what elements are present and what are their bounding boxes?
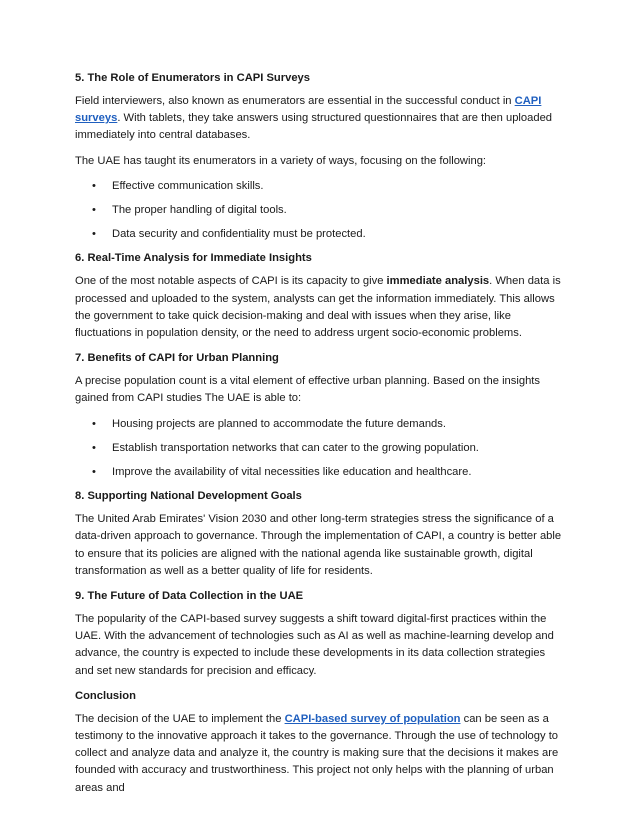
document-body — [75, 70, 565, 805]
section-heading: 8. Supporting National Development Goals — [75, 490, 302, 503]
paragraph: The UAE has taught its enumerators in a variety of ways, focusing on the following: — [75, 154, 487, 167]
section-heading: 6. Real-Time Analysis for Immediate Insights — [75, 252, 312, 265]
capi-surveys-link[interactable]: CAPI surveys — [75, 95, 542, 125]
list-item — [75, 416, 565, 433]
bullet-icon: • — [92, 228, 96, 241]
paragraph — [75, 93, 565, 145]
bullet-icon: • — [92, 179, 96, 192]
list-item — [75, 464, 565, 481]
section-national-goals — [75, 488, 565, 580]
list-item — [75, 178, 565, 195]
paragraph-text: . With tablets, they take answers using structured questionnaires that are then uploaded immediately into central databases. — [75, 112, 553, 142]
paragraph: A precise population count is a vital element of effective urban planning. Based on the insights gained from CAPI studies The UAE is able to: — [75, 375, 540, 405]
bullet-icon: • — [92, 441, 96, 454]
paragraph: The United Arab Emirates' Vision 2030 and other long-term strategies stress the significance of a data-driven approach to governance. Through the implementation of CAPI, a country is better able to ensure that its policies are aligned with the national agenda like sustainable growth, digital transformation as well as a better quality of life for residents. — [75, 513, 562, 577]
section-heading: 9. The Future of Data Collection in the UAE — [75, 590, 304, 603]
bullet-icon: • — [92, 417, 96, 430]
capi-survey-of-population-link[interactable]: CAPI-based survey of population — [284, 712, 461, 725]
bullet-list — [75, 416, 565, 482]
paragraph-text: The decision of the UAE to implement the — [75, 712, 285, 725]
list-item-text: Establish transportation networks that can cater to the growing population. — [112, 441, 479, 454]
section-conclusion — [75, 688, 565, 797]
list-item-text: Improve the availability of vital necessities like education and healthcare. — [112, 466, 472, 479]
paragraph-text: . When data is processed and uploaded to the system, analysts can get the information immediately. This allows the government to take quick decision-making and deal with issues when they arise, like fluctuations in population density, or the need to address urgent socio-economic problems. — [75, 275, 561, 340]
section-real-time-analysis — [75, 250, 565, 342]
list-item-text: Housing projects are planned to accommodate the future demands. — [112, 417, 446, 430]
section-urban-planning — [75, 350, 565, 481]
section-enumerators — [75, 70, 565, 243]
bullet-list — [75, 178, 565, 244]
list-item — [75, 202, 565, 219]
paragraph-text: Field interviewers, also known as enumerators are essential in the successful conduct in — [75, 95, 515, 107]
paragraph-text: can be seen as a testimony to the innovative approach it takes to the governance. Through the use of technology to collect and analyze data and analyze it, the country is making sure that the decisions it makes are founded with accuracy and trustworthiness. This project not only helps with the planning of urban areas and — [75, 712, 559, 794]
bullet-icon: • — [92, 204, 96, 217]
section-future-data-collection — [75, 588, 565, 680]
list-item — [75, 226, 565, 243]
list-item-text: The proper handling of digital tools. — [112, 204, 287, 217]
paragraph-text: One of the most notable aspects of CAPI is its capacity to give — [75, 275, 387, 288]
section-heading: 5. The Role of Enumerators in CAPI Surveys — [75, 72, 310, 84]
paragraph — [75, 711, 565, 797]
list-item-text: Effective communication skills. — [112, 179, 264, 192]
section-heading: 7. Benefits of CAPI for Urban Planning — [75, 352, 279, 365]
bullet-icon: • — [92, 466, 96, 479]
paragraph — [75, 273, 565, 342]
list-item — [75, 440, 565, 457]
list-item-text: Data security and confidentiality must be protected. — [112, 228, 366, 241]
section-heading: Conclusion — [75, 689, 136, 702]
bold-text: immediate analysis — [386, 275, 490, 288]
paragraph: The popularity of the CAPI-based survey suggests a shift toward digital-first practices within the UAE. With the advancement of technologies such as AI as well as machine-learning develop and advance, the country is expected to include these developments in its data collection strategies and set new standards for precision and efficacy. — [75, 613, 554, 677]
